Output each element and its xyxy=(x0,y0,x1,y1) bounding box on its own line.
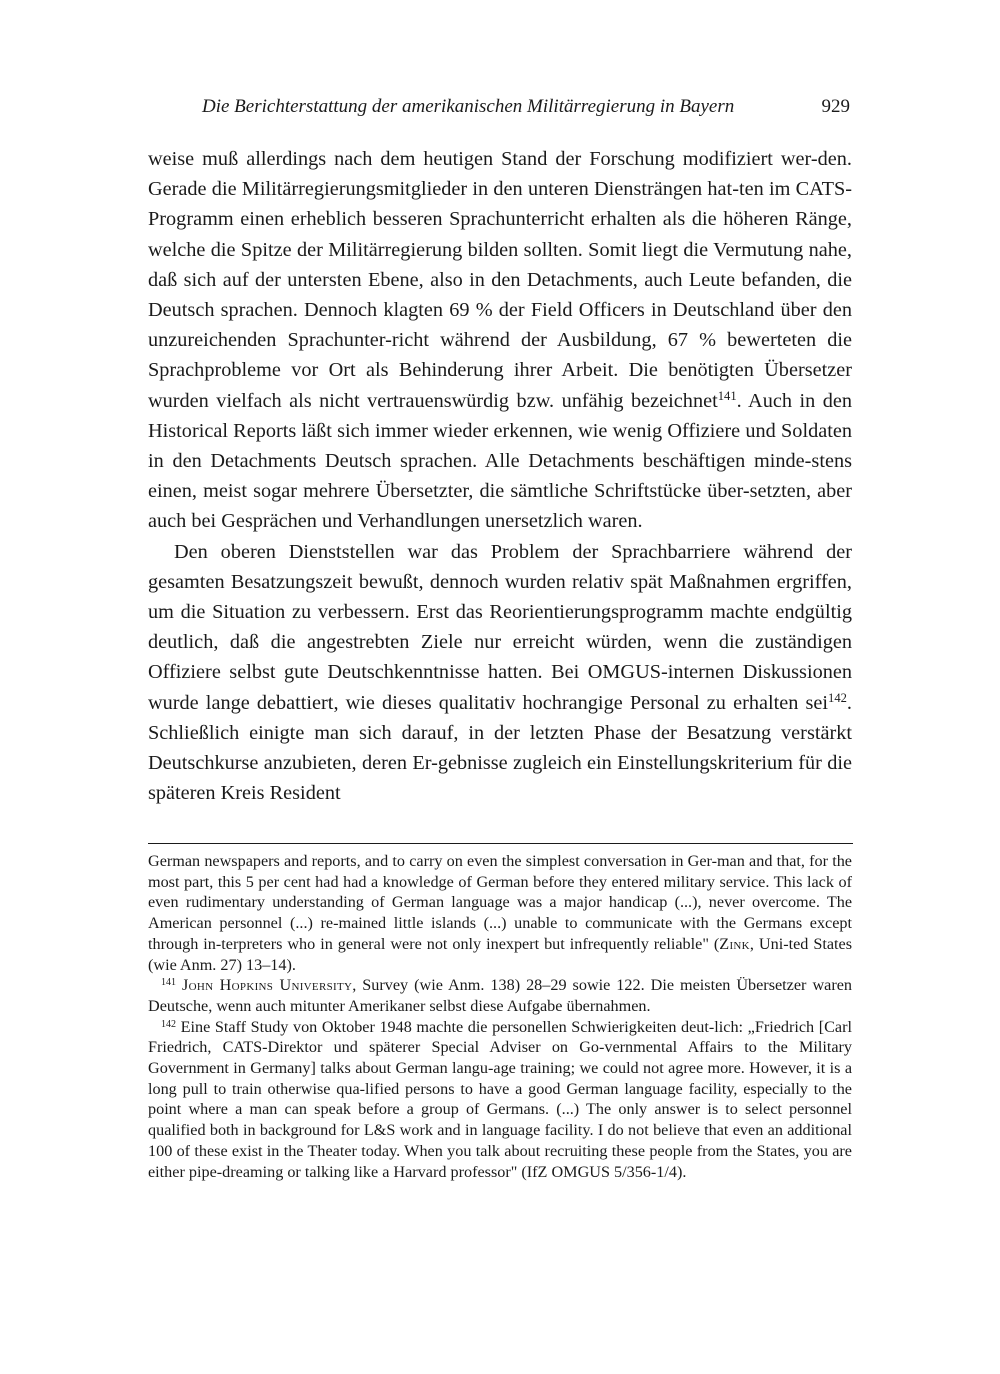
body-paragraph-1-continuation: . Auch in den Historical Reports läßt sich immer wieder erkennen, wie wenig Offiziere und Soldaten in den Detachments Deutsch sprachen. Alle Detachments beschäftigen minde-stens einen, meist sogar mehrere Übersetzter, die sämtliche Schriftstücke über-setzten, aber auch bei Gesprächen und Verhandlungen unersetzlich waren. xyxy=(148,389,853,533)
footnote-divider xyxy=(148,843,853,844)
page-number: 929 xyxy=(821,96,850,117)
footnote-ref-142: 142 xyxy=(828,690,847,705)
body-paragraph-1 xyxy=(148,144,852,537)
footnote-number-141: 141 xyxy=(161,977,177,989)
footnote-number-142: 142 xyxy=(161,1018,177,1030)
body-paragraph-2-text: Den oberen Dienststellen war das Problem der Sprachbarriere während der gesamten Besatzungszeit bewußt, dennoch wurden relativ spät Maßnahmen ergriffen, um die Situation zu verbessern. Erst das Reorientierungsprogramm machte endgültig deutlich, daß die angestrebten Ziele nur erreicht würden, wenn die zuständigen Offiziere selbst gute Deutschkenntnisse hatten. Bei OMGUS-internen Diskussionen wurde lange debattiert, wie dieses qualitativ hochrangige Personal zu erhalten sei xyxy=(148,540,852,714)
running-head xyxy=(150,92,850,122)
footnote-141-text: , Survey (wie Anm. 138) 28–29 sowie 122. Die meisten Übersetzer waren Deutsche, wenn auch mitunter Amerikaner selbst diese Aufgabe übernahmen. xyxy=(148,976,852,1015)
footnote-142-text: Eine Staff Study von Oktober 1948 machte die personellen Schwierigkeiten deut-lich: „Friedrich [Carl Friedrich, CATS-Direktor und späterer Special Adviser on Go-vernmental Affairs to the Military Government in Germany] talks about German langu-age training; we could not agree more. However, it is a long pull to train otherwise qua-lified persons to have a good German language facility, especially to the point where a man can speak before a group of Germans. (...) The only answer is to select personnel qualified both in background for L&S work and in language facility. I do not believe that even an additional 100 of these exist in the Theater today. When you talk about recruiting these people from the States, you are either pipe-dreaming or talking like a Harvard professor" (IfZ OMGUS 5/356-1/4). xyxy=(148,1017,852,1181)
footnote-ref-141: 141 xyxy=(717,388,737,403)
running-title: Die Berichterstattung der amerikanischen Militärregierung in Bayern xyxy=(202,96,735,117)
body-paragraph-2 xyxy=(148,537,852,809)
footnote-author-zink: Zink xyxy=(719,934,750,953)
body-paragraph-2-continuation: . Schließlich einigte man sich darauf, in der letzten Phase der Besatzung verstärkt Deutschkurse anzubieten, deren Er-gebnisse zugleich ein Einstellungskriterium für die späteren Kreis Resident xyxy=(148,691,852,805)
footnote-142 xyxy=(148,1017,852,1183)
footnote-continuation-end: , Uni-ted States (wie Anm. 27) 13–14). xyxy=(148,934,852,974)
footnote-author-johns-hopkins: John Hopkins University xyxy=(182,976,353,995)
footnote-141 xyxy=(148,975,852,1016)
footnote-continuation xyxy=(148,851,852,975)
footnote-continuation-text: German newspapers and reports, and to carry on even the simplest conversation in Ger-man and that, for the most part, this 5 per cent had had a knowledge of German before they entered military service. This lack of even rudimentary understanding of German language was a major handicap (...), never overcome. The American personnel (...) re-mained little islands (...) unable to communicate with the Germans except through in-terpreters who in general were not only inexpert but infrequently reliable" ( xyxy=(148,852,852,953)
body-paragraph-1-text: weise muß allerdings nach dem heutigen Stand der Forschung modifiziert wer-den. Gerade die Militärregierungsmitglieder in den unteren Diensträngen hat-ten im CATS-Programm einen erheblich besseren Sprachunterricht erhalten als die höheren Ränge, welche die Spitze der Militärregierung bilden sollten. Somit liegt die Vermutung nahe, daß sich auf der untersten Ebene, also in den Detachments, auch Leute befanden, die Deutsch sprachen. Dennoch klagten 69 % der Field Officers in Deutschland über den unzureichenden Sprachunter-richt während der Ausbildung, 67 % bewerteten die Sprachprobleme vor Ort als Behinderung ihrer Arbeit. Die benötigten Übersetzer wurden vielfach als nicht vertrauenswürdig bzw. unfähig bezeichnet xyxy=(148,148,852,412)
footnotes xyxy=(148,851,852,1182)
body-text xyxy=(148,144,852,808)
